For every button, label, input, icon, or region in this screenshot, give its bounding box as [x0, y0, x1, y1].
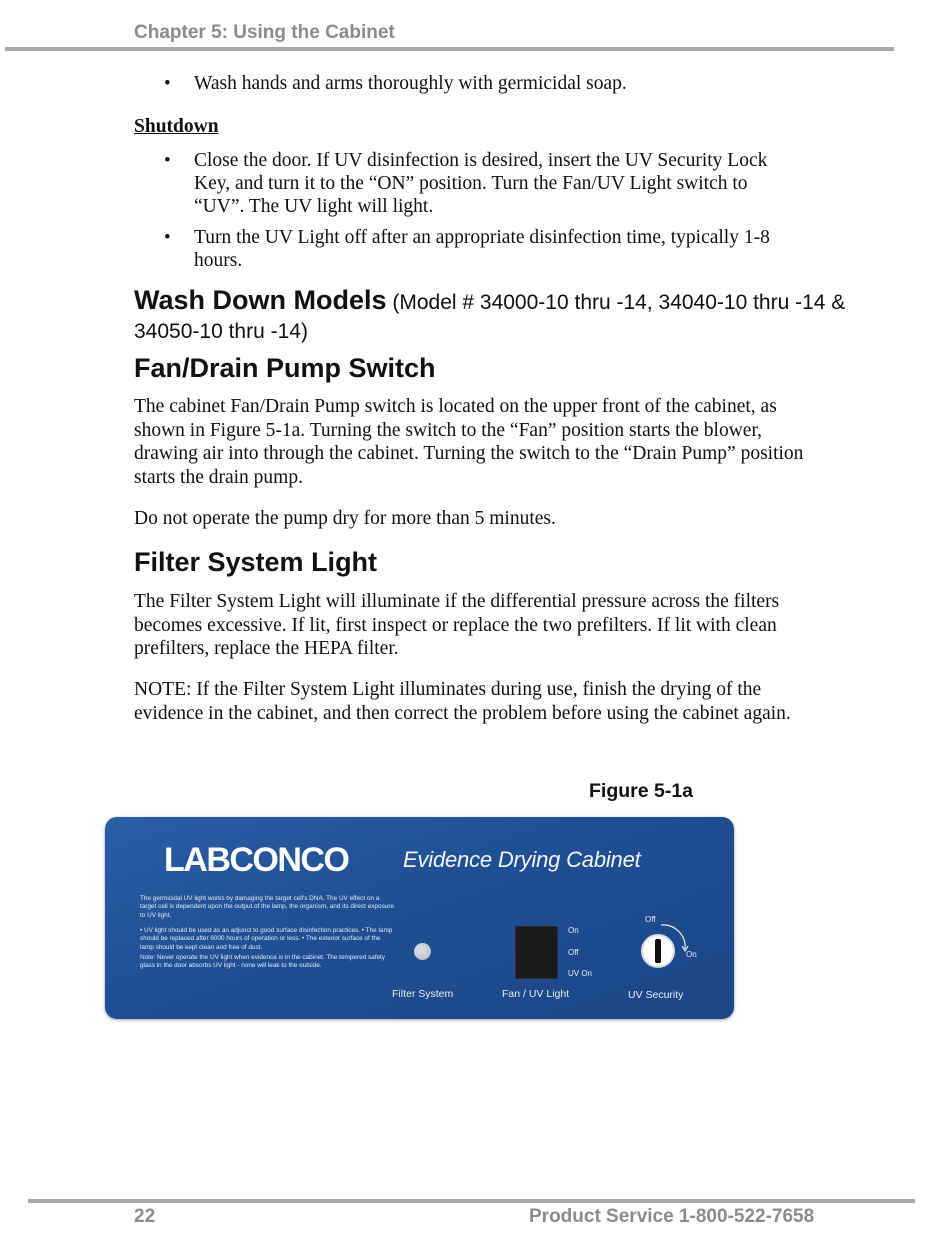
wash-down-title: Wash Down Models [134, 285, 387, 315]
bullet-marker: • [164, 150, 171, 171]
lock-position-off: Off [645, 915, 656, 924]
panel-fine-print: The germicidal UV light works by damaging the target cell's DNA. The UV effect on a target cell is dependent upon the output of the lamp, the organism, and its direct exposure to UV light. [140, 895, 395, 919]
switch-position-off: Off [568, 948, 579, 957]
shutdown-bullet: Close the door. If UV disinfection is desired, insert the UV Security Lock Key, and turn it to the “ON” position. Turn the Fan/UV Light switch to “UV”. The UV light will light. [194, 150, 768, 217]
lock-position-on: On [686, 950, 697, 959]
filter-light-paragraph: The Filter System Light will illuminate if the differential pressure across the filters becomes excessive. If lit, first inspect or replace the two prefilters. If lit with clean prefilters, replace the HEPA filter. [134, 591, 780, 659]
filter-system-light [414, 943, 431, 960]
header-rule [5, 47, 894, 51]
fan-drain-heading: Fan/Drain Pump Switch [134, 353, 436, 383]
panel-fine-print: • UV light should be used as an adjunct to good surface disinfection practices. • The lamp should be replaced after 6000 hours of operation or less. • The exterior surface of the lamp should be kept clean and free of dust. [140, 927, 393, 951]
key-slot-icon [655, 939, 661, 963]
uv-security-keylock[interactable] [641, 934, 675, 968]
page-number: 22 [134, 1206, 156, 1227]
filter-light-heading: Filter System Light [134, 547, 378, 577]
chapter-header: Chapter 5: Using the Cabinet [134, 22, 395, 43]
fan-drain-warning: Do not operate the pump dry for more than 5 minutes. [134, 508, 556, 529]
intro-bullet-text: Wash hands and arms thoroughly with germicidal soap. [194, 73, 627, 94]
wash-down-models: (Model # 34000-10 thru -14, 34040-10 thru -14 & 34050-10 thru -14) [134, 291, 846, 343]
fan-drain-paragraph: The cabinet Fan/Drain Pump switch is located on the upper front of the cabinet, as shown in Figure 5-1a. Turning the switch to the “Fan” position starts the blower, drawing air into through the cabinet. Turning the switch to the “Drain Pump” position starts the drain pump. [134, 396, 804, 488]
filter-light-note: NOTE: If the Filter System Light illuminates during use, finish the drying of the evidence in the cabinet, and then correct the problem before using the cabinet again. [134, 679, 791, 724]
footer-rule [28, 1199, 915, 1203]
filter-system-label: Filter System [392, 988, 454, 1000]
labconco-logo: LABCONCO [164, 841, 349, 879]
figure-label: Figure 5-1a [589, 780, 694, 802]
bullet-marker: • [164, 227, 171, 248]
wash-down-heading [134, 286, 874, 346]
fan-uv-switch[interactable] [515, 926, 558, 979]
switch-position-uv-on: UV On [568, 969, 593, 978]
fan-uv-label: Fan / UV Light [502, 988, 570, 1000]
uv-security-label: UV Security [628, 989, 684, 1001]
shutdown-heading: Shutdown [134, 116, 219, 137]
product-service-phone: Product Service 1-800-522-7658 [529, 1206, 815, 1227]
control-panel-image [105, 817, 734, 1019]
product-name: Evidence Drying Cabinet [403, 847, 641, 872]
switch-position-on: On [568, 926, 579, 935]
shutdown-bullet: Turn the UV Light off after an appropriate disinfection time, typically 1-8 hours. [194, 227, 770, 271]
bullet-marker: • [164, 73, 171, 94]
panel-fine-print: Note: Never operate the UV light when evidence is in the cabinet. The tempered safety glass in the door absorbs UV light - none will leak to the outside. [140, 954, 385, 970]
